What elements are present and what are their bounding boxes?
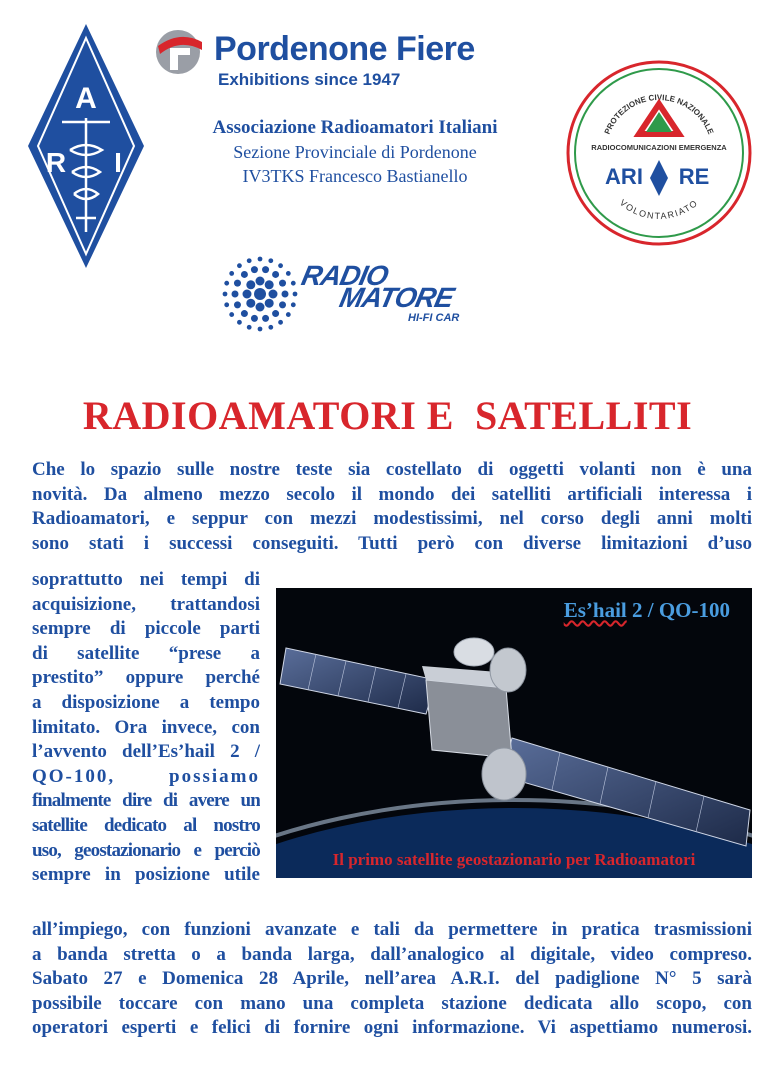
logo-dot <box>241 271 248 278</box>
logo-dot <box>232 291 239 298</box>
logo-dot <box>286 271 291 276</box>
article-line: Che lo spazio sulle nostre teste sia costellato di oggetti volanti non è una <box>32 459 752 480</box>
pordenone-fiere-tagline: Exhibitions since 1947 <box>218 70 401 89</box>
logo-dot <box>279 280 286 287</box>
logo-dot <box>258 257 263 262</box>
logo-dot <box>286 312 291 317</box>
article-top <box>32 458 752 556</box>
logo-dot <box>256 277 265 286</box>
article-line: sempre in posizione utile <box>32 864 260 886</box>
ari-re-seal <box>566 60 752 246</box>
logo-dot <box>282 291 289 298</box>
logo-dot <box>258 327 263 332</box>
article-line: di satellite “prese a <box>32 642 260 664</box>
article-line: novità. Da almeno mezzo secolo il mondo dei satelliti artificiali interessa i <box>32 483 752 505</box>
radioamatore-dots-icon <box>222 256 298 332</box>
article-line: QO-100, possiamo <box>32 765 260 787</box>
logo-dot <box>262 266 269 273</box>
article-line: acquisizione, trattandosi <box>32 593 260 615</box>
logo-dot <box>291 302 296 307</box>
logo-dot <box>246 299 255 308</box>
logo-dot <box>247 325 252 330</box>
pordenone-fiere-mark-icon <box>152 26 208 76</box>
radioamatore-word-radio: RADIO <box>298 260 391 291</box>
logo-dot <box>234 280 241 287</box>
association-contact: IV3TKS Francesco Bastianello <box>242 166 468 186</box>
page-title: RADIOAMATORI E SATELLITI <box>82 393 693 438</box>
logo-dot <box>272 310 279 317</box>
logo-dot <box>265 280 274 289</box>
logo-dot <box>224 302 229 307</box>
logo-dot <box>243 290 252 299</box>
antenna-dish <box>482 748 526 800</box>
satellite-name-rest: 2 / QO-100 <box>626 598 730 622</box>
logo-dot <box>229 312 234 317</box>
logo-dot <box>237 320 242 325</box>
ari-logo <box>26 22 146 270</box>
article-line: sempre di piccole parti <box>32 618 260 640</box>
antenna-dish <box>454 638 494 666</box>
article-line: limitato. Ora invece, con <box>32 716 260 738</box>
article-line: operatori esperti e felici di fornire ogni informazione. Vi aspettiamo numerosi. <box>32 1017 752 1039</box>
article-line: l’avvento dell’Es’hail 2 / <box>32 741 260 763</box>
logo-dot <box>279 301 286 308</box>
satellite-bus <box>426 680 512 758</box>
logo-dot <box>237 263 242 268</box>
antenna-dish <box>490 648 526 692</box>
association-info <box>150 116 560 188</box>
logo-dot <box>251 266 258 273</box>
satellite-caption: Il primo satellite geostazionario per Radioamatori <box>332 850 696 869</box>
logo-dot <box>247 258 252 263</box>
logo-dot <box>224 281 229 286</box>
article-line: sono stati i successi conseguiti. Tutti però con diverse limitazioni d’uso <box>32 532 752 554</box>
article-line: Radioamatori, e seppur con mezzi modestissimi, nel corso degli anni molti <box>32 508 752 530</box>
logo-dot <box>223 292 228 297</box>
logo-dot <box>269 290 278 299</box>
radioamatore-word-matore: MATORE <box>336 282 457 313</box>
logo-dot <box>291 281 296 286</box>
article-line: a banda stretta o a banda larga, dall’analogico al digitale, video compreso. <box>32 943 752 965</box>
logo-dot <box>262 315 269 322</box>
ari-logo-letter-a: A <box>75 82 97 115</box>
article-line: soprattutto nei tempi di <box>32 569 260 590</box>
pordenone-fiere-logo <box>152 26 552 90</box>
logo-dot <box>241 310 248 317</box>
logo-dot <box>229 271 234 276</box>
logo-dot <box>265 299 274 308</box>
seal-top-arc: PROTEZIONE CIVILE NAZIONALE <box>602 92 716 136</box>
logo-dot <box>278 263 283 268</box>
seal-right-word: RE <box>678 164 710 189</box>
logo-dot <box>254 288 266 300</box>
article-line: satellite dedicato al nostro <box>32 814 260 836</box>
seal-band: RADIOCOMUNICAZIONI EMERGENZA <box>591 143 727 152</box>
logo-dot <box>251 315 258 322</box>
article-bottom <box>32 918 752 1041</box>
satellite-illustration <box>276 588 752 878</box>
association-section: Sezione Provinciale di Pordenone <box>233 142 477 162</box>
satellite-image <box>276 588 752 878</box>
article-line: Sabato 27 e Domenica 28 Aprile, nell’area A.R.I. del padiglione N° 5 sarà <box>32 968 752 990</box>
radioamatore-word-hifi: HI-FI CAR <box>408 312 460 324</box>
article-line: uso, geostazionario e perciò <box>32 839 260 861</box>
article-line: finalmente dire di avere un <box>32 790 260 812</box>
association-name: Associazione Radioamatori Italiani <box>212 117 498 138</box>
article-line: a disposizione a tempo <box>32 691 260 713</box>
seal-bottom-arc: VOLONTARIATO <box>617 197 701 222</box>
pordenone-fiere-name: Pordenone Fiere <box>214 30 475 68</box>
logo-dot <box>268 325 273 330</box>
logo-dot <box>293 292 298 297</box>
seal-left-word: ARI <box>605 164 643 189</box>
radioamatore-logo <box>222 256 492 332</box>
satellite-name <box>564 598 730 623</box>
logo-dot <box>268 258 273 263</box>
satellite-name-underlined: Es’hail <box>563 598 627 622</box>
logo-dot <box>246 280 255 289</box>
article-line: possibile toccare con mano una completa stazione dedicata allo scopo, con <box>32 992 752 1014</box>
ari-logo-letter-i: I <box>114 147 122 178</box>
article-line: prestito” oppure perché <box>32 667 260 689</box>
article-line: all’impiego, con funzioni avanzate e tali da permettere in pratica trasmissioni <box>32 919 752 940</box>
logo-dot <box>272 271 279 278</box>
logo-dot <box>256 303 265 312</box>
logo-dot <box>234 301 241 308</box>
ari-logo-letter-r: R <box>45 147 67 178</box>
article-side <box>32 568 260 888</box>
logo-dot <box>278 320 283 325</box>
